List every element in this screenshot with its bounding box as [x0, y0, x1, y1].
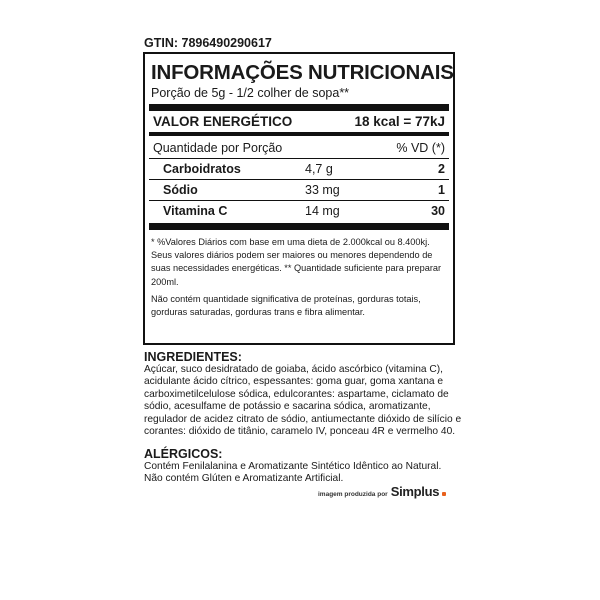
nutrient-row	[151, 182, 447, 198]
allergens-line-1: Contém Fenilalanina e Aromatizante Sintético Idêntico ao Natural.	[144, 461, 442, 472]
thin-divider	[149, 158, 449, 159]
allergens-heading: ALÉRGICOS:	[144, 447, 223, 461]
thick-divider	[149, 104, 449, 111]
footnote-daily-values: * %Valores Diários com base em uma dieta de 2.000kcal ou 8.400kj. Seus valores diários podem ser maiores ou menores dependendo de suas necessidades energéticas. ** Quantidade suficiente para preparar 200ml.	[151, 237, 442, 287]
ingredients-text: Açúcar, suco desidratado de goiaba, ácido ascórbico (vitamina C), acidulante ácido cítrico, espessantes: goma guar, goma xantana e carboximetilcelulose sódica, edulcorantes: aspartame, ciclamato de sódio, acesulfame de potássio e sacarina sódica, aromatizante, regulador de acidez citrato de sódio, antiumectante dióxido de silício e corantes: dióxido de titânio, caramelo IV, ponceau 4R e vermelho 40.	[144, 364, 462, 438]
simplus-logo-dot	[442, 492, 446, 496]
nutrient-name: Vitamina C	[163, 204, 228, 218]
footnote-not-significant: Não contém quantidade significativa de proteínas, gorduras totais, gorduras saturadas, gorduras trans e fibra alimentar.	[151, 293, 421, 318]
nutrient-row	[151, 203, 447, 219]
nutrient-vd: 30	[431, 204, 445, 218]
nutrient-amount: 14 mg	[305, 204, 340, 218]
energy-row	[151, 113, 447, 130]
ingredients-section	[144, 350, 464, 438]
simplus-logo: Simplus	[390, 484, 440, 499]
nutrition-facts-panel	[143, 52, 455, 345]
nutrient-name: Sódio	[163, 183, 198, 197]
allergens-section	[144, 447, 464, 486]
nutrient-amount: 33 mg	[305, 183, 340, 197]
footnotes	[151, 236, 447, 319]
nutrient-vd: 1	[438, 183, 445, 197]
energy-label: VALOR ENERGÉTICO	[153, 114, 293, 129]
credit-prefix: imagem produzida por	[318, 491, 388, 498]
medium-divider	[149, 132, 449, 136]
nutrient-vd: 2	[438, 162, 445, 176]
gtin-code: GTIN: 7896490290617	[144, 36, 272, 50]
vd-header: % VD (*)	[396, 141, 445, 155]
quantity-header: Quantidade por Porção	[153, 141, 283, 155]
portion-size: Porção de 5g - 1/2 colher de sopa**	[151, 86, 350, 100]
thin-divider	[149, 179, 449, 180]
ingredients-heading: INGREDIENTES:	[144, 350, 242, 364]
nutrient-name: Carboidratos	[163, 162, 241, 176]
allergens-line-2: Não contém Glúten e Aromatizante Artificial.	[144, 473, 344, 485]
thick-divider	[149, 223, 449, 230]
nutrient-row	[151, 161, 447, 177]
image-credit	[318, 484, 446, 499]
energy-value: 18 kcal = 77kJ	[354, 114, 445, 129]
nutrient-amount: 4,7 g	[305, 162, 333, 176]
quantity-header-row	[151, 140, 447, 156]
thin-divider	[149, 200, 449, 201]
panel-title: INFORMAÇÕES NUTRICIONAIS	[151, 61, 454, 84]
